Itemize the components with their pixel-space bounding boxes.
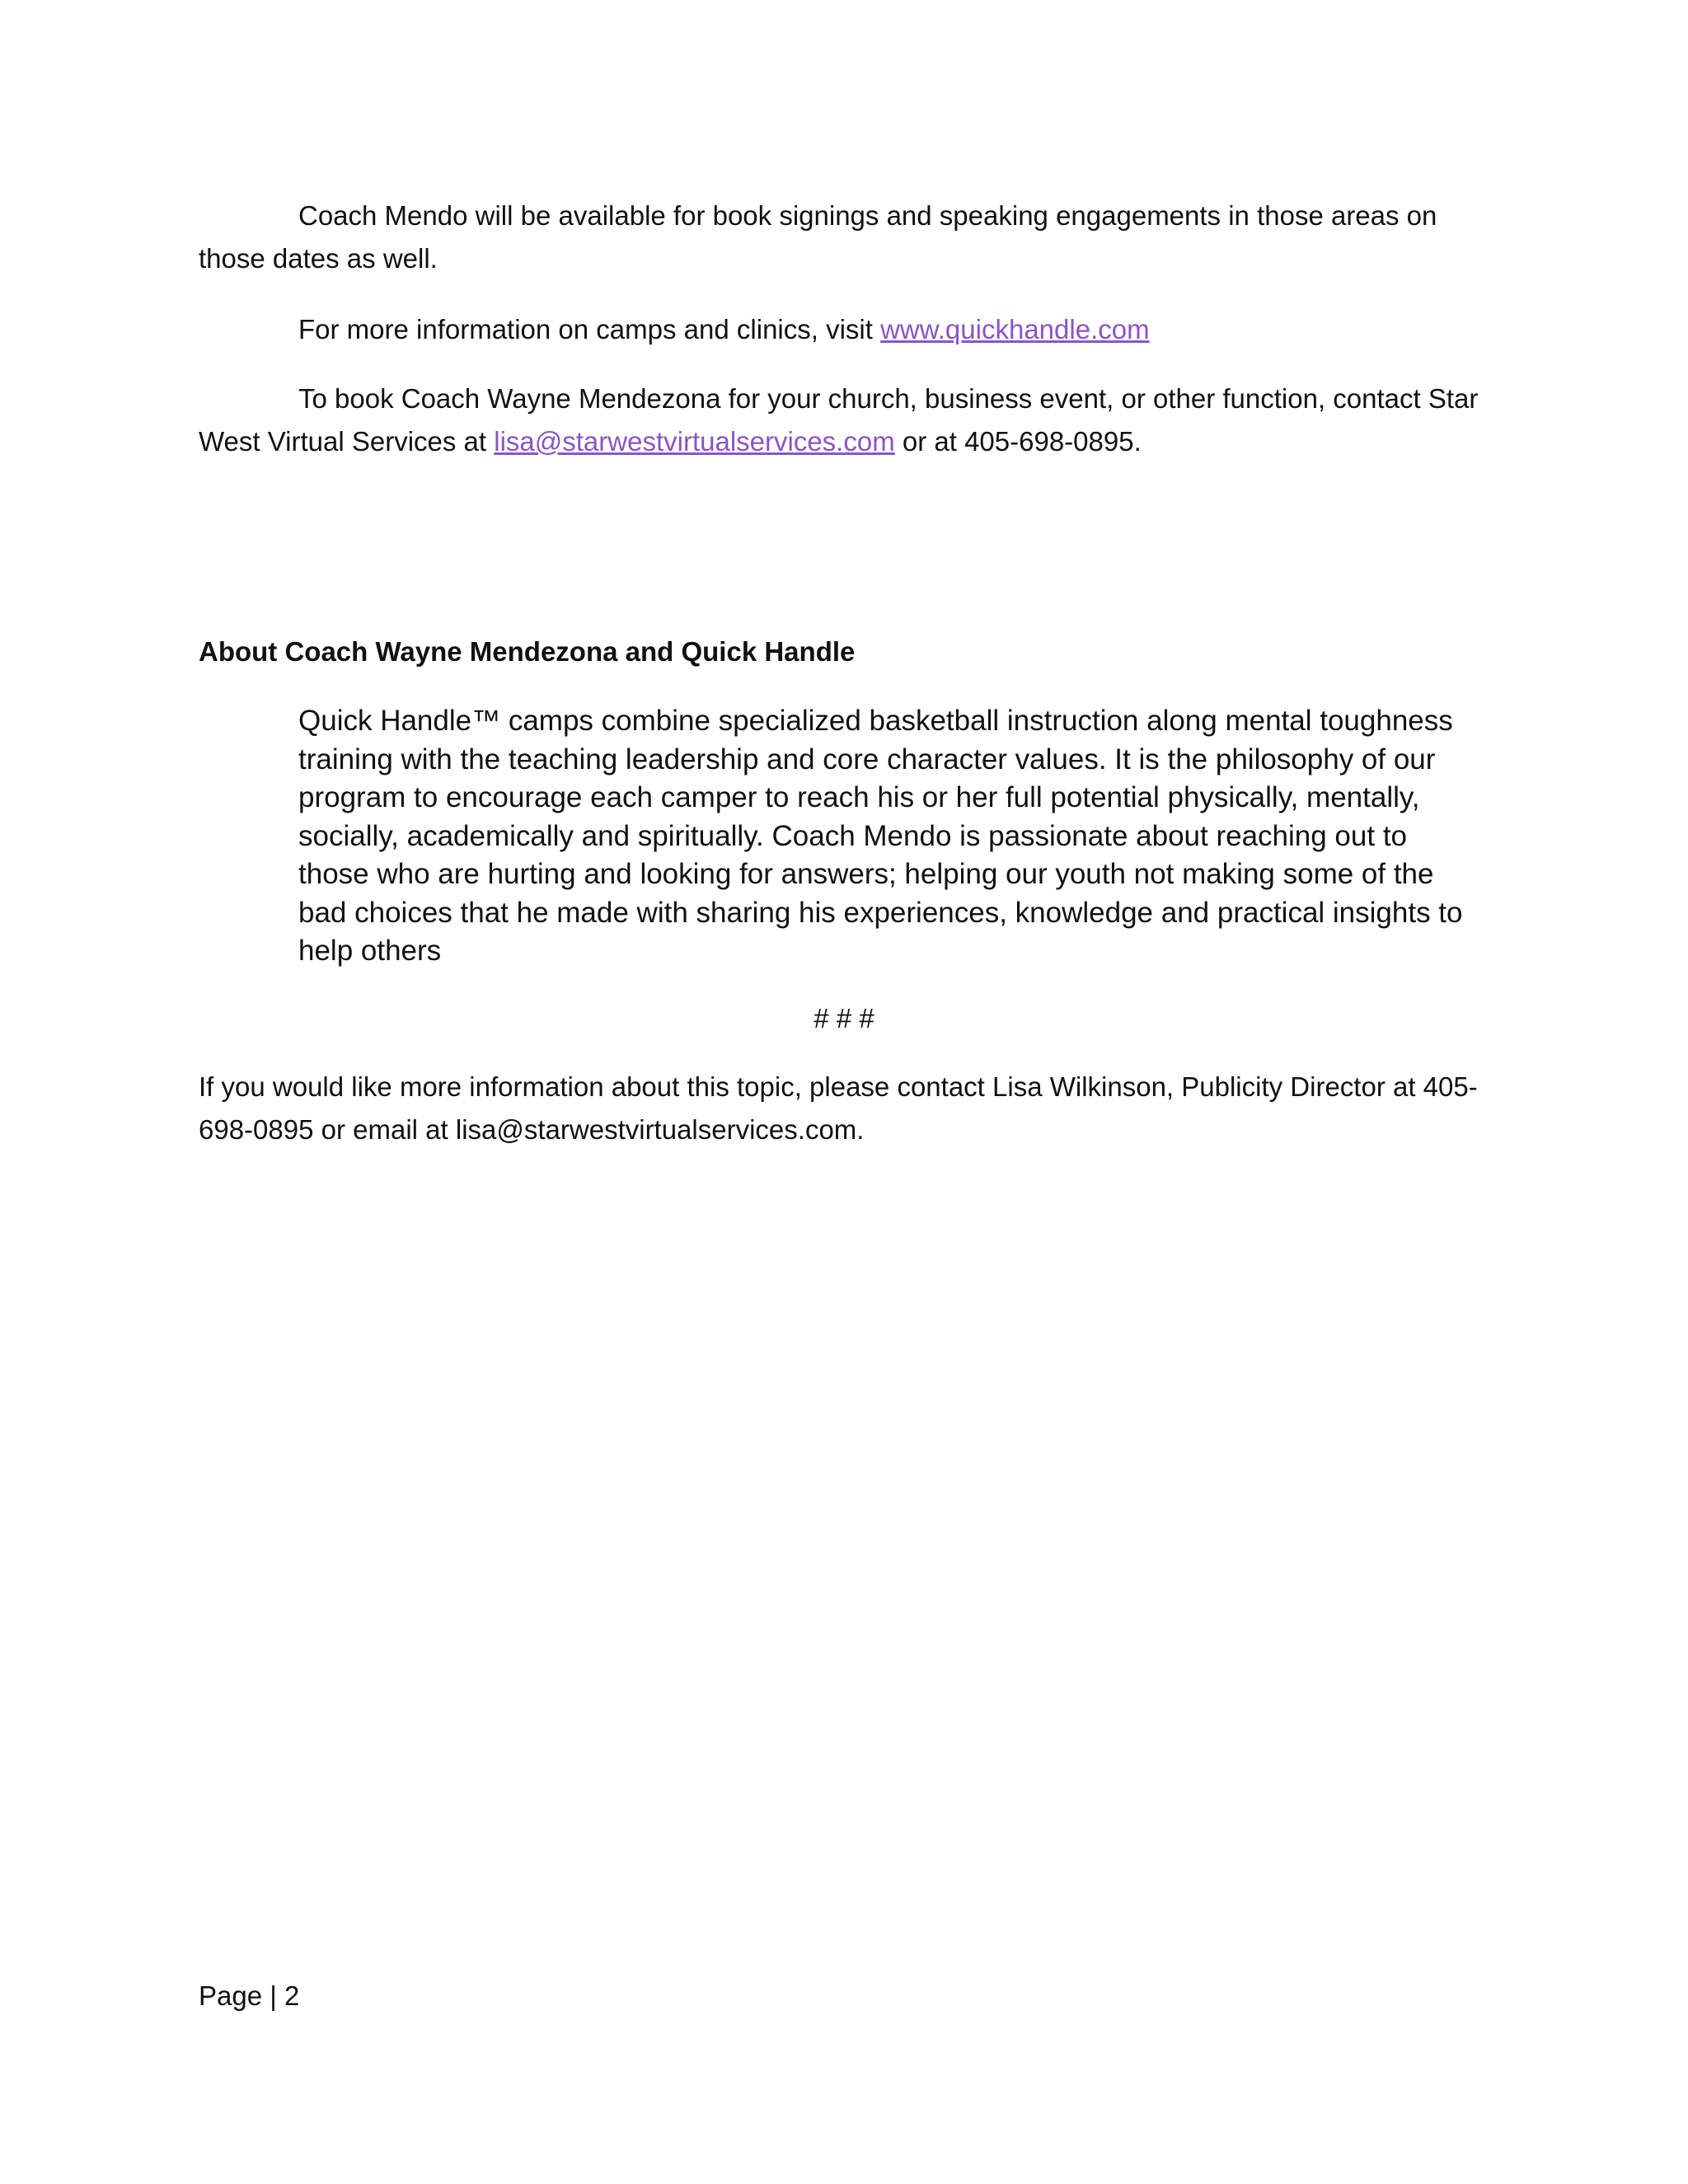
booking-phone-text: or at 405-698-0895. (894, 426, 1142, 457)
camps-info-paragraph (199, 308, 1484, 351)
contact-paragraph: If you would like more information about this topic, please contact Lisa Wilkinson, Publicity Director at 405-698-0895 or email at lisa@starwestvirtualservices.com. (199, 1071, 1478, 1145)
availability-text: Coach Mendo will be available for book signings and speaking engagements in those areas on those dates as well. (199, 200, 1437, 274)
about-body: Quick Handle™ camps combine specialized basketball instruction along mental toughness training with the teaching leadership and core character values. It is the philosophy of our program to encourage each camper to reach his or her full potential physically, mentally, socially, academically and spiritually. Coach Mendo is passionate about reaching out to those who are hurting and looking for answers; helping our youth not making some of the bad choices that he made with sharing his experiences, knowledge and practical insights to help others (298, 705, 1463, 967)
availability-paragraph (199, 194, 1484, 280)
quickhandle-link[interactable]: www.quickhandle.com (880, 314, 1150, 344)
email-link[interactable]: lisa@starwestvirtualservices.com (494, 426, 895, 457)
about-heading: About Coach Wayne Mendezona and Quick Handle (199, 636, 856, 667)
booking-paragraph (199, 377, 1484, 463)
end-mark: # # # (814, 1003, 874, 1033)
camps-info-text: For more information on camps and clinics, visit (298, 314, 881, 344)
booking-text: To book Coach Wayne Mendezona for your church, business event, or other function, contact Star West Virtual Services at (199, 383, 1479, 457)
page-number: Page | 2 (199, 1980, 300, 2011)
